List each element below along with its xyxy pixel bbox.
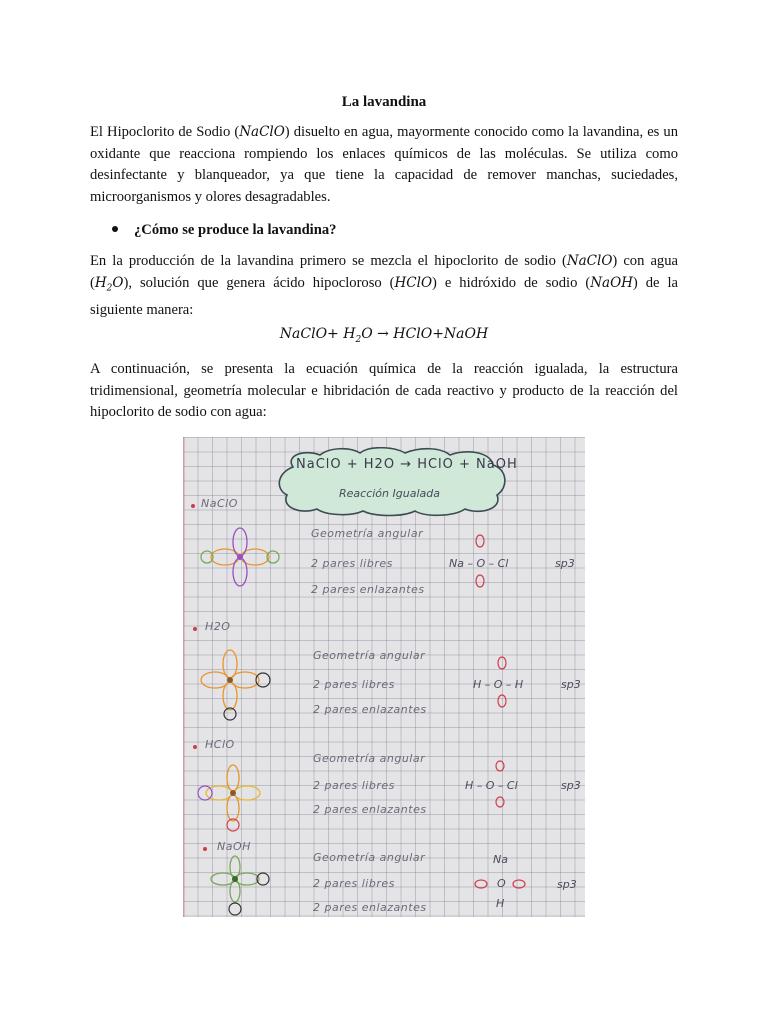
formula-h2o-o: O	[112, 274, 124, 291]
intro-text-start: El Hipoclorito de Sodio (	[90, 124, 240, 140]
formula-naclo-2: NaClO	[566, 253, 613, 269]
mol2-line1: Geometría angular	[313, 649, 426, 662]
mol2-name: H2O	[205, 620, 231, 633]
equation-h: H	[343, 326, 356, 342]
mol4-structure-bottom: H	[496, 897, 505, 910]
mol4-name: NaOH	[217, 840, 251, 853]
mol3-line2: 2 pares libres	[313, 779, 395, 792]
mol1-hybrid: sp3	[555, 557, 575, 570]
mol2-lone-pairs	[495, 655, 509, 709]
mol1-line2: 2 pares libres	[311, 557, 393, 570]
bullet-dot	[112, 226, 118, 232]
continuation-paragraph: A continuación, se presenta la ecuación química de la reacción igualada, la estructura tridimensional, geometría molecular e hibridación de cada reactivo y producto de la reacción del hipoclorito de sodio con agua:	[90, 361, 678, 420]
bullet-text: ¿Cómo se produce la lavandina?	[134, 222, 337, 238]
mol3-hybrid: sp3	[561, 779, 581, 792]
mol2-hybrid: sp3	[561, 678, 581, 691]
mol1-orbital-diagram	[185, 525, 295, 595]
document-title: La lavandina	[341, 94, 427, 110]
intro-text-end: ) disuelto en agua, mayormente conocido como la lavandina, es un oxidante que reacciona rompiendo los enlaces químicos de las moléculas. Se utiliza como desinfectante y blanqueador, ya que tiene la capacidad de remover manchas, suciedades, microorganismos y olores desagradables.	[90, 124, 679, 205]
mol3-line1: Geometría angular	[313, 752, 426, 765]
production-text-5: ) de la siguiente manera:	[90, 274, 678, 318]
mol1-lone-pairs	[473, 533, 487, 589]
equation-right: O → HClO+NaOH	[361, 326, 489, 342]
mol2-line2: 2 pares libres	[313, 678, 395, 691]
mol1-name: NaClO	[201, 497, 238, 510]
formula-naclo: NaClO	[239, 124, 285, 140]
mol1-structure: Na – O – Cl	[449, 557, 509, 570]
formula-h2o-h: H	[94, 274, 107, 291]
notebook-equation: NaClO + H2O → HClO + NaOH	[296, 457, 518, 472]
mol4-line1: Geometría angular	[313, 851, 426, 864]
notebook-photo	[183, 437, 585, 917]
mol1-bullet	[191, 504, 195, 508]
mol3-lone-pairs	[493, 759, 507, 809]
mol1-line1: Geometría angular	[311, 527, 424, 540]
mol3-structure: H – O – Cl	[465, 779, 518, 792]
formula-naoh: NaOH	[590, 274, 633, 291]
equation-sub: 2	[355, 334, 362, 345]
mol3-line3: 2 pares enlazantes	[313, 803, 427, 816]
formula-h2o	[94, 274, 124, 294]
production-text-3: ), solución que genera ácido hipocloroso (	[123, 274, 395, 291]
mol4-orbital-diagram	[201, 855, 291, 917]
intro-paragraph	[90, 122, 678, 208]
mol4-line2: 2 pares libres	[313, 877, 395, 890]
production-text-2: ) con agua (	[90, 253, 679, 291]
mol3-orbital-diagram	[193, 757, 293, 837]
mol2-bullet	[193, 627, 197, 631]
mol4-structure-top: Na	[493, 853, 508, 866]
mol4-lone-pairs	[473, 877, 527, 891]
production-paragraph	[90, 251, 678, 321]
mol4-line3: 2 pares enlazantes	[313, 901, 427, 914]
mol4-structure-mid: O	[497, 877, 506, 890]
mol2-line3: 2 pares enlazantes	[313, 703, 427, 716]
mol3-name: HClO	[205, 738, 235, 751]
mol3-bullet	[193, 745, 197, 749]
formula-hclo: HClO	[394, 274, 433, 291]
notebook-subtitle: Reacción Igualada	[339, 487, 440, 500]
bullet-question	[112, 220, 336, 240]
mol2-structure: H – O – H	[473, 678, 524, 691]
mol1-line3: 2 pares enlazantes	[311, 583, 425, 596]
mol4-hybrid: sp3	[557, 878, 577, 891]
production-text-4: ) e hidróxido de sodio (	[432, 274, 591, 291]
notebook-margin-line	[183, 437, 185, 917]
equation-left: NaClO+	[279, 326, 339, 342]
mol4-bullet	[203, 847, 207, 851]
reaction-equation	[0, 326, 768, 345]
mol2-orbital-diagram	[187, 642, 297, 722]
formula-h2o-sub: 2	[106, 283, 113, 294]
production-text-1: En la producción de la lavandina primero se mezcla el hipoclorito de sodio (	[90, 253, 567, 269]
